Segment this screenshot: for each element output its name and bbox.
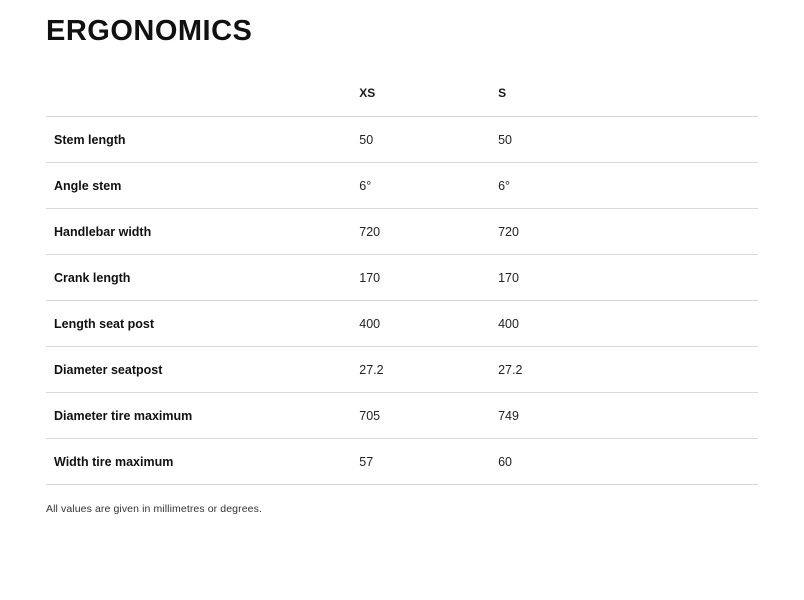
table-row: [46, 346, 758, 392]
row-label: Angle stem: [54, 178, 122, 193]
row-spacer: [637, 300, 758, 346]
row-value-s: 6°: [498, 178, 511, 193]
row-value-s: 50: [498, 132, 513, 147]
row-label: Stem length: [54, 132, 126, 147]
table-row: [46, 116, 758, 162]
row-spacer: [637, 346, 758, 392]
row-value-xs: 720: [359, 224, 381, 239]
row-label: Handlebar width: [54, 224, 152, 239]
row-label: Diameter tire maximum: [54, 408, 193, 423]
page-title: ERGONOMICS: [46, 15, 253, 47]
table-row: [46, 392, 758, 438]
row-spacer: [637, 116, 758, 162]
row-label: Diameter seatpost: [54, 362, 163, 377]
table-row: [46, 254, 758, 300]
row-value-xs: 170: [359, 270, 381, 285]
row-spacer: [637, 208, 758, 254]
row-value-xs: 400: [359, 316, 381, 331]
row-spacer: [637, 392, 758, 438]
table-row: [46, 162, 758, 208]
table-body: [46, 116, 758, 484]
row-label: Width tire maximum: [54, 454, 174, 469]
table-row: [46, 208, 758, 254]
table-header-label: [46, 86, 359, 117]
row-value-xs: 705: [359, 408, 381, 423]
row-value-s: 749: [498, 408, 519, 423]
table-row: [46, 438, 758, 484]
row-value-xs: 6°: [359, 178, 372, 193]
row-value-s: 170: [498, 270, 519, 285]
row-value-s: 720: [498, 224, 519, 239]
row-value-xs: 50: [359, 132, 374, 147]
row-spacer: [637, 438, 758, 484]
table-header-size-xs: XS: [359, 85, 376, 100]
row-label: Length seat post: [54, 316, 155, 331]
row-spacer: [637, 254, 758, 300]
table-header-row: [46, 86, 758, 117]
row-label: Crank length: [54, 270, 131, 285]
table-header-size-s: S: [498, 85, 507, 100]
row-spacer: [637, 162, 758, 208]
table-header: [46, 86, 758, 117]
row-value-s: 400: [498, 316, 519, 331]
table-header-spacer: [637, 86, 758, 117]
row-value-xs: 27.2: [359, 362, 384, 377]
row-value-xs: 57: [359, 454, 374, 469]
table-row: [46, 300, 758, 346]
units-footnote: All values are given in millimetres or degrees.: [46, 502, 262, 515]
ergonomics-table: [46, 86, 758, 485]
row-value-s: 60: [498, 454, 513, 469]
row-value-s: 27.2: [498, 362, 523, 377]
